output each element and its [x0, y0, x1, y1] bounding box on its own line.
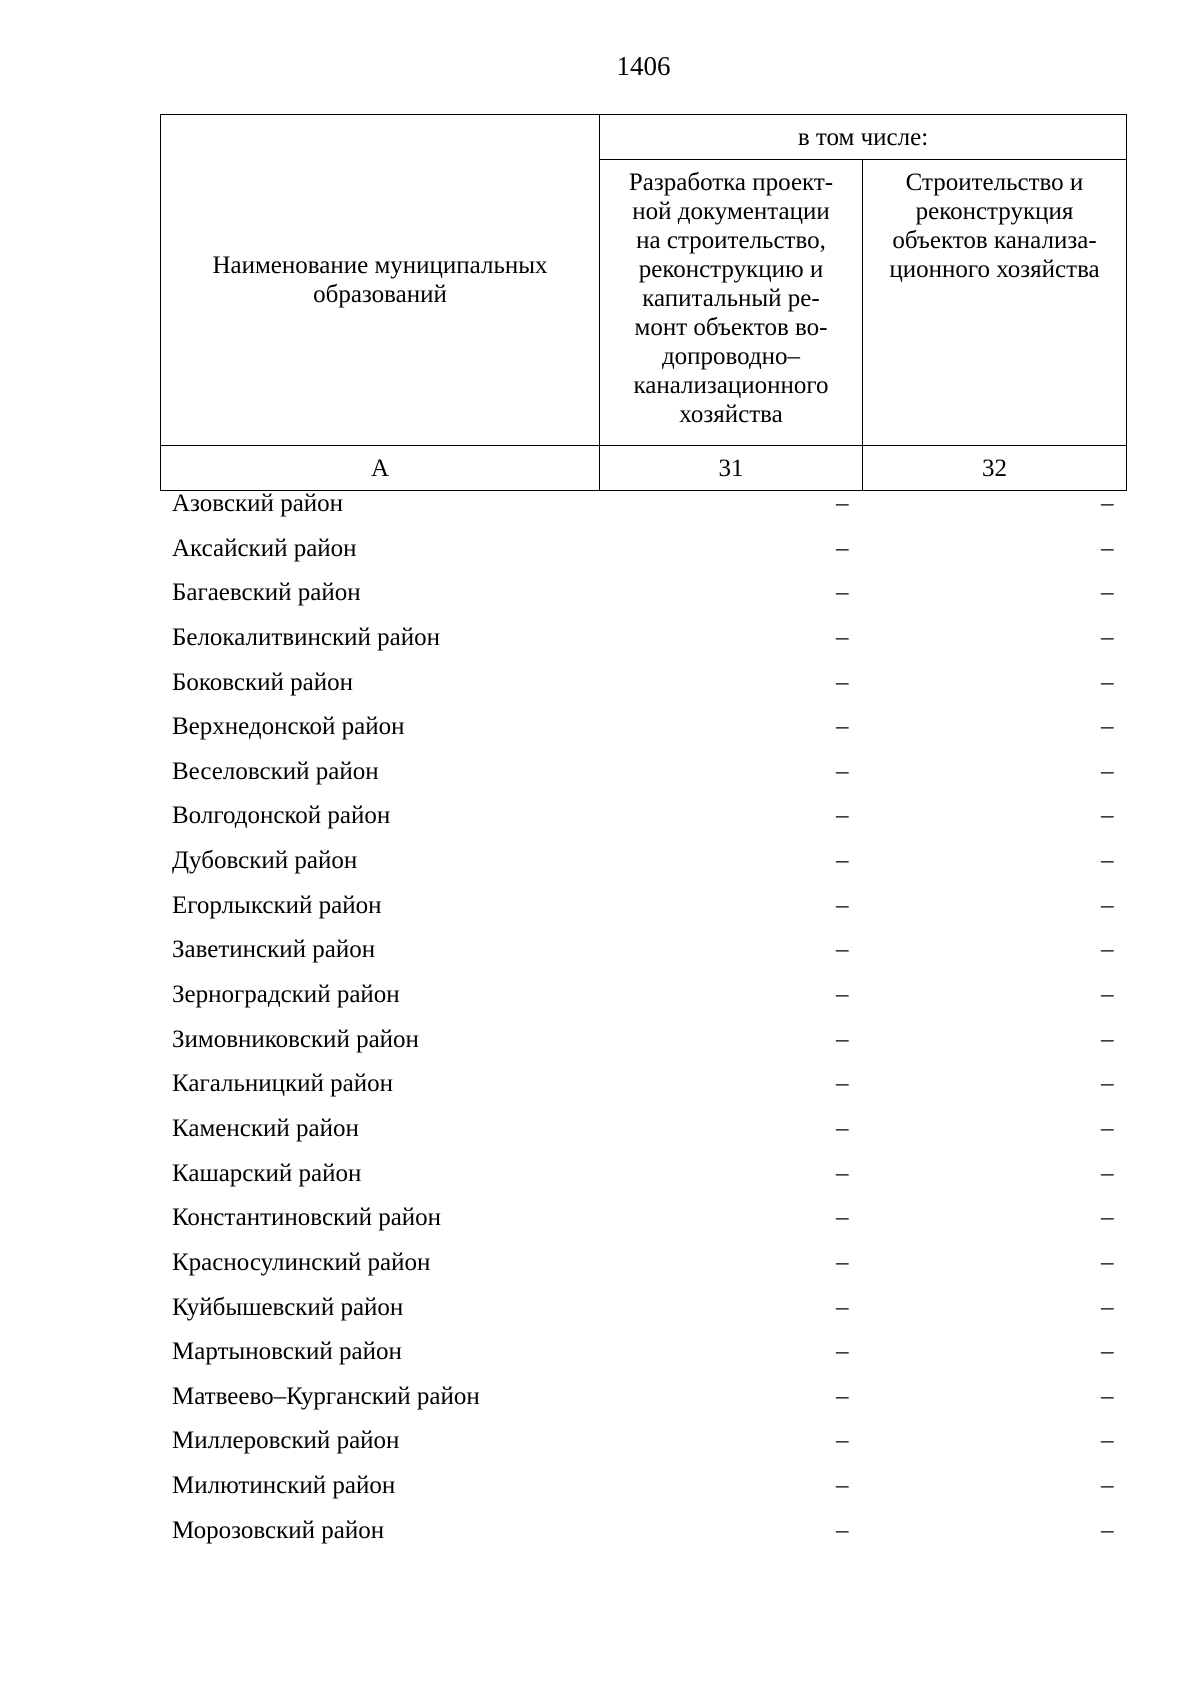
value-col31: –	[836, 847, 849, 875]
table-row	[0, 750, 1200, 795]
header-municipality-name-line-2: образований	[313, 281, 447, 308]
table-row	[0, 1286, 1200, 1331]
header-municipality-name	[161, 115, 600, 446]
municipality-name: Багаевский район	[172, 579, 361, 607]
municipality-name: Верхнедонской район	[172, 713, 405, 741]
table-row	[0, 839, 1200, 884]
value-col31: –	[836, 891, 849, 919]
municipality-name: Константиновский район	[172, 1204, 442, 1232]
municipality-name: Милютинский район	[172, 1472, 396, 1500]
value-col32: –	[1101, 534, 1114, 562]
table-row	[0, 928, 1200, 973]
value-col31: –	[836, 1516, 849, 1544]
value-col32: –	[1101, 847, 1114, 875]
municipality-name: Дубовский район	[172, 847, 358, 875]
header-col31-line: на строительство,	[636, 227, 826, 254]
table-row	[0, 616, 1200, 661]
value-col32: –	[1101, 1472, 1114, 1500]
table-row	[0, 571, 1200, 616]
header-col32-title	[863, 160, 1127, 446]
municipality-name: Кагальницкий район	[172, 1070, 394, 1098]
table-row	[0, 973, 1200, 1018]
value-col31: –	[836, 936, 849, 964]
table-row	[0, 1152, 1200, 1197]
page-number: 1406	[616, 51, 671, 81]
table-header	[160, 114, 1127, 491]
header-index-31: 31	[600, 446, 863, 491]
value-col32: –	[1101, 1427, 1114, 1455]
value-col32: –	[1101, 1159, 1114, 1187]
value-col32: –	[1101, 981, 1114, 1009]
municipality-name: Красносулинский район	[172, 1248, 431, 1276]
table-row	[0, 1419, 1200, 1464]
table-row	[0, 1464, 1200, 1509]
table-row	[0, 1196, 1200, 1241]
municipality-name: Зерноградский район	[172, 981, 400, 1009]
value-col32: –	[1101, 668, 1114, 696]
value-col32: –	[1101, 1025, 1114, 1053]
value-col31: –	[836, 579, 849, 607]
table-row	[0, 482, 1200, 527]
table-row	[0, 1241, 1200, 1286]
municipality-name: Белокалитвинский район	[172, 623, 440, 651]
value-col31: –	[836, 1338, 849, 1366]
value-col31: –	[836, 1025, 849, 1053]
value-col32: –	[1101, 1293, 1114, 1321]
value-col31: –	[836, 1204, 849, 1232]
municipality-name: Каменский район	[172, 1114, 359, 1142]
table-row	[0, 1107, 1200, 1152]
value-col32: –	[1101, 1382, 1114, 1410]
municipality-name: Куйбышевский район	[172, 1293, 404, 1321]
value-col31: –	[836, 1427, 849, 1455]
header-col32-line: Строительство и	[905, 169, 1084, 196]
value-col31: –	[836, 1248, 849, 1276]
table-row	[0, 1375, 1200, 1420]
municipality-name: Егорлыкский район	[172, 891, 382, 919]
header-col32-line: ционного хозяйства	[889, 256, 1100, 283]
value-col31: –	[836, 490, 849, 517]
value-col31: –	[836, 1382, 849, 1410]
table-row	[0, 794, 1200, 839]
header-col31-line: хозяйства	[679, 401, 783, 428]
municipality-name: Заветинский район	[172, 936, 376, 964]
header-col32-line: реконструкция	[915, 198, 1074, 225]
municipality-name: Кашарский район	[172, 1159, 362, 1187]
value-col32: –	[1101, 623, 1114, 651]
value-col32: –	[1101, 1114, 1114, 1142]
header-group-label: в том числе:	[600, 115, 1127, 160]
value-col32: –	[1101, 802, 1114, 830]
header-col32-line: объектов канализа-	[892, 227, 1097, 254]
value-col31: –	[836, 1159, 849, 1187]
table-row	[0, 1509, 1200, 1554]
municipality-name: Азовский район	[172, 490, 344, 517]
table-row	[0, 884, 1200, 929]
municipality-name: Миллеровский район	[172, 1427, 400, 1455]
value-col31: –	[836, 534, 849, 562]
municipality-name: Зимовниковский район	[172, 1025, 419, 1053]
value-col31: –	[836, 757, 849, 785]
table-row	[0, 1330, 1200, 1375]
value-col32: –	[1101, 936, 1114, 964]
table-row	[0, 527, 1200, 572]
value-col32: –	[1101, 1248, 1114, 1276]
value-col31: –	[836, 1114, 849, 1142]
value-col32: –	[1101, 891, 1114, 919]
header-col31-line: Разработка проект-	[628, 169, 834, 196]
value-col31: –	[836, 981, 849, 1009]
value-col32: –	[1101, 579, 1114, 607]
municipality-name: Матвеево–Курганский район	[172, 1382, 480, 1410]
value-col32: –	[1101, 713, 1114, 741]
header-col31-line: капитальный ре-	[642, 285, 820, 312]
value-col32: –	[1101, 490, 1114, 517]
header-col31-line: монт объектов во-	[634, 314, 828, 341]
value-col32: –	[1101, 1338, 1114, 1366]
table-row	[0, 661, 1200, 706]
value-col31: –	[836, 1070, 849, 1098]
value-col31: –	[836, 668, 849, 696]
table-row	[0, 705, 1200, 750]
table-row	[0, 1062, 1200, 1107]
table-row	[0, 1018, 1200, 1063]
header-col31-title	[600, 160, 863, 446]
value-col32: –	[1101, 757, 1114, 785]
value-col31: –	[836, 802, 849, 830]
header-index-a: А	[161, 446, 600, 491]
value-col32: –	[1101, 1204, 1114, 1232]
municipality-name: Веселовский район	[172, 757, 379, 785]
value-col31: –	[836, 1293, 849, 1321]
value-col32: –	[1101, 1070, 1114, 1098]
header-municipality-name-line-1: Наименование муниципальных	[212, 252, 548, 279]
header-col31-line: ной документации	[632, 198, 830, 225]
value-col31: –	[836, 713, 849, 741]
header-index-32: 32	[863, 446, 1127, 491]
municipality-name: Волгодонской район	[172, 802, 391, 830]
municipality-name: Аксайский район	[172, 534, 357, 562]
header-col31-line: реконструкцию и	[638, 256, 824, 283]
municipality-name: Боковский район	[172, 668, 353, 696]
value-col31: –	[836, 1472, 849, 1500]
header-col31-line: канализационного	[633, 372, 829, 399]
municipality-name: Морозовский район	[172, 1516, 385, 1544]
table-body	[0, 482, 1200, 1553]
value-col32: –	[1101, 1516, 1114, 1544]
municipality-name: Мартыновский район	[172, 1338, 402, 1366]
header-col31-line: допроводно–	[661, 343, 801, 370]
value-col31: –	[836, 623, 849, 651]
